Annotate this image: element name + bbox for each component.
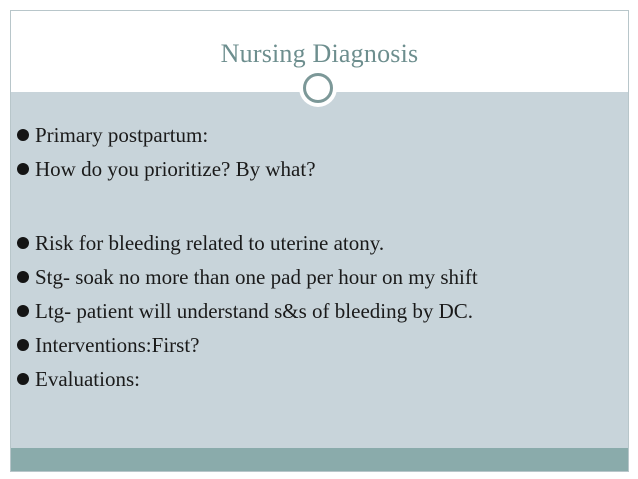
footer-band [11,448,628,471]
slide-title: Nursing Diagnosis [220,39,419,68]
bullet-text: How do you prioritize? By what? [35,156,316,181]
bullet-item [17,228,384,258]
bullet-item [17,120,208,150]
bullet-item [17,262,478,292]
content-area [11,91,628,449]
bullet-text: Risk for bleeding related to uterine atony. [35,230,385,255]
bullet-icon [17,271,29,283]
slide [10,10,629,472]
bullet-icon [17,305,29,317]
bullet-item [17,154,316,184]
bullet-item [17,330,199,360]
ring-circle-icon [303,73,333,103]
bullet-text: Stg- soak no more than one pad per hour on my shift [35,264,478,289]
bullet-text: Ltg- patient will understand s&s of bleeding by DC. [35,298,474,323]
bullet-icon [17,373,29,385]
bullet-text: Primary postpartum: [35,122,209,147]
bullet-icon [17,237,29,249]
bullet-text: Evaluations: [35,366,140,391]
bullet-text: Interventions:First? [35,332,200,357]
bullet-item [17,364,140,394]
bullet-icon [17,163,29,175]
bullet-icon [17,129,29,141]
bullet-icon [17,339,29,351]
bullet-item [17,296,473,326]
